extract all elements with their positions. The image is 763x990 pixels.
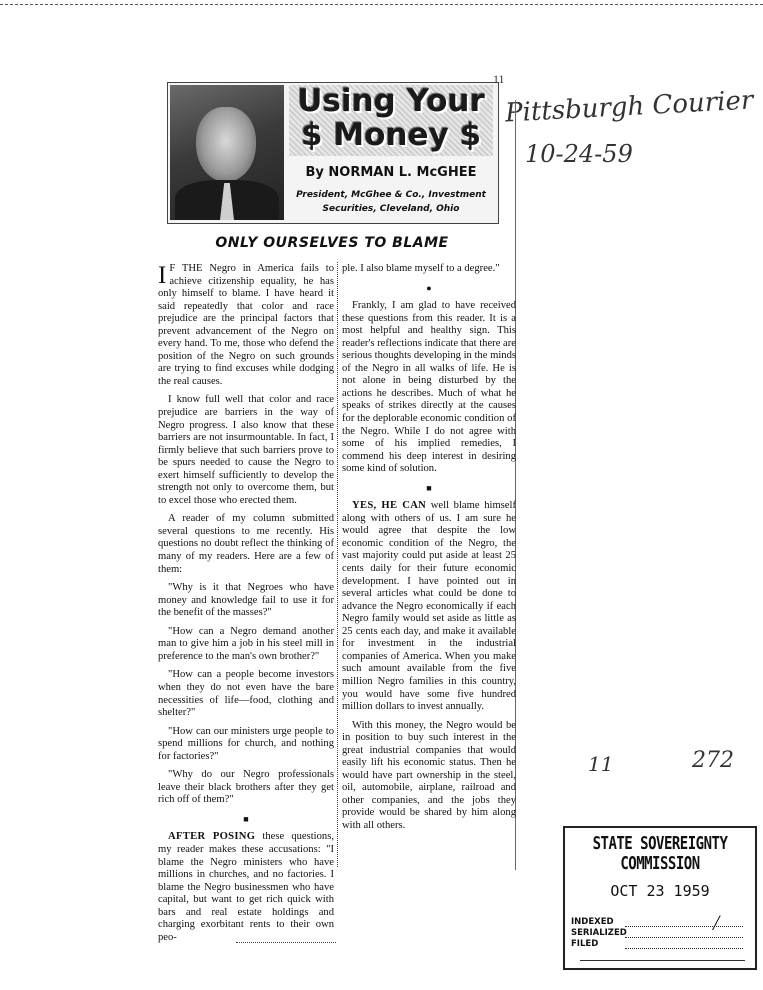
stamp-date: OCT 23 1959 bbox=[610, 882, 710, 900]
paragraph bbox=[158, 831, 334, 944]
drop-cap: I bbox=[158, 262, 167, 289]
byline-subtitle-line1: President, McGhee & Co., Investment bbox=[296, 190, 486, 200]
article-column-1 bbox=[158, 263, 334, 950]
stamp-check-mark: / bbox=[713, 910, 720, 935]
handwritten-number: 272 bbox=[692, 748, 734, 773]
handwritten-source: Pittsburgh Courier bbox=[504, 85, 754, 129]
lead-in: AFTER POSING bbox=[168, 831, 256, 843]
article-headline: ONLY OURSELVES TO BLAME bbox=[215, 235, 449, 251]
paragraph: I know full well that color and race prejudice are barriers in the way of Negro progress. I also know that these barriers are not insurmountable. In fact, I firmly believe that such barriers prove to be spurs needed to cause the Negro to exert himself sufficiently to develop the strength not only to overcome them, but to excel those who erected them. bbox=[158, 394, 334, 506]
paragraph: ple. I also blame myself to a degree." bbox=[342, 263, 500, 274]
paragraph: A reader of my column submitted several questions to me recently. His questions no doubt reflect the thinking of many of my readers. Here are a few of them: bbox=[158, 513, 334, 575]
column-title-art bbox=[289, 85, 493, 156]
question: "How can a Negro demand another man to give him a job in his steel mill in preference to the man's own brother?" bbox=[158, 625, 334, 662]
stamp-label-indexed: INDEXED bbox=[571, 917, 614, 927]
byline: By NORMAN L. McGHEE bbox=[305, 165, 477, 180]
commission-stamp bbox=[563, 826, 757, 970]
paragraph-text: F THE Negro in America fails to achieve citizenship equality, he has only himself to blame. I have heard it said repeatedly that color and race prejudice are the principal factors that prevent advancement of the Negro on every hand. To me, those who defend the position of the Negro on such grounds are trying to find excuses while dodging the real causes. bbox=[158, 263, 334, 387]
paragraph: Frankly, I am glad to have received these questions from this reader. It is a most helpful and healthy sign. This reader's reflections indicate that there are serious thoughts developing in the minds of the Negro in all walks of life. He is not alone in being disturbed by the actions he describes. Much of what he speaks of strikes directly at the causes for the deplorable economic condition of the Negro. While I do not agree with some of his implied remedies, I commend his deep interest in desiring some kind of solution. bbox=[342, 300, 516, 475]
paragraph: With this money, the Negro would be in position to buy such interest in the great industrial companies that would easily lift his economic status. Then he would have part ownership in the steel, oil, automobile, airplane, railroad and other companies, and the jobs they provide would be shared by him along with all others. bbox=[342, 719, 516, 831]
stamp-label-filed: FILED bbox=[571, 939, 599, 949]
section-bullet: ● bbox=[426, 282, 432, 293]
paragraph bbox=[158, 263, 334, 388]
byline-subtitle-line2: Securities, Cleveland, Ohio bbox=[322, 204, 460, 214]
column-title-line2: $ Money $ bbox=[300, 117, 482, 153]
handwritten-date: 10-24-59 bbox=[525, 140, 633, 168]
author-face bbox=[196, 107, 256, 182]
author-photo bbox=[170, 85, 284, 220]
question: "Why do our Negro professionals leave their black brothers after they get rich off of them?" bbox=[158, 769, 334, 806]
byline-subtitle bbox=[289, 188, 493, 216]
handwritten-mark-2: 11 bbox=[588, 752, 614, 776]
stamp-line bbox=[625, 937, 743, 938]
stamp-labels bbox=[571, 917, 627, 950]
top-dashed-border bbox=[0, 4, 763, 5]
handwritten-mark: 11 bbox=[493, 72, 505, 86]
stamp-line bbox=[625, 926, 743, 927]
question: "Why is it that Negroes who have money and knowledge fail to use it for the benefit of the masses?" bbox=[158, 582, 334, 619]
stamp-title: STATE SOVEREIGNTY COMMISSION bbox=[592, 834, 728, 874]
paragraph-text: these questions, my reader makes these accusations: "I blame the Negro ministers who have millions in churches, and no factories. I blame the Negro businessmen who have capital, but want to get rich quick with bars and real estate holdings and charging exorbitant rents to their own peo- bbox=[158, 831, 334, 943]
lead-in: YES, HE CAN bbox=[352, 500, 427, 512]
question: "How can a people become investors when they do not even have the bare necessities of life—food, clothing and shelter?" bbox=[158, 669, 334, 719]
column-title-line1: Using Your bbox=[297, 83, 485, 119]
stamp-signature-scribble bbox=[580, 948, 745, 961]
bottom-dotted-rule bbox=[236, 942, 336, 943]
article-column-2 bbox=[342, 263, 516, 839]
paragraph-text: well blame himself along with others of us. I am sure he would agree that despite the low economic condition of the Negro, the vast majority could put aside at least 25 cents daily for their future economic development. I have pointed out in several articles what could be done to advance the Negro economically if each Negro family would set aside as little as 25 cents each day, and make it available for investment in the industrial companies of America. When you make such amount available from the five million Negro families in this country, you would have some five hundred million dollars to invest annually. bbox=[342, 500, 516, 713]
section-bullet: ■ bbox=[243, 813, 249, 824]
column-divider bbox=[337, 262, 338, 867]
question: "How can our ministers urge people to spend millions for church, and nothing for factories?" bbox=[158, 725, 334, 762]
section-bullet: ■ bbox=[426, 482, 432, 493]
stamp-label-serialized: SERIALIZED bbox=[571, 928, 627, 938]
paragraph bbox=[342, 500, 516, 713]
